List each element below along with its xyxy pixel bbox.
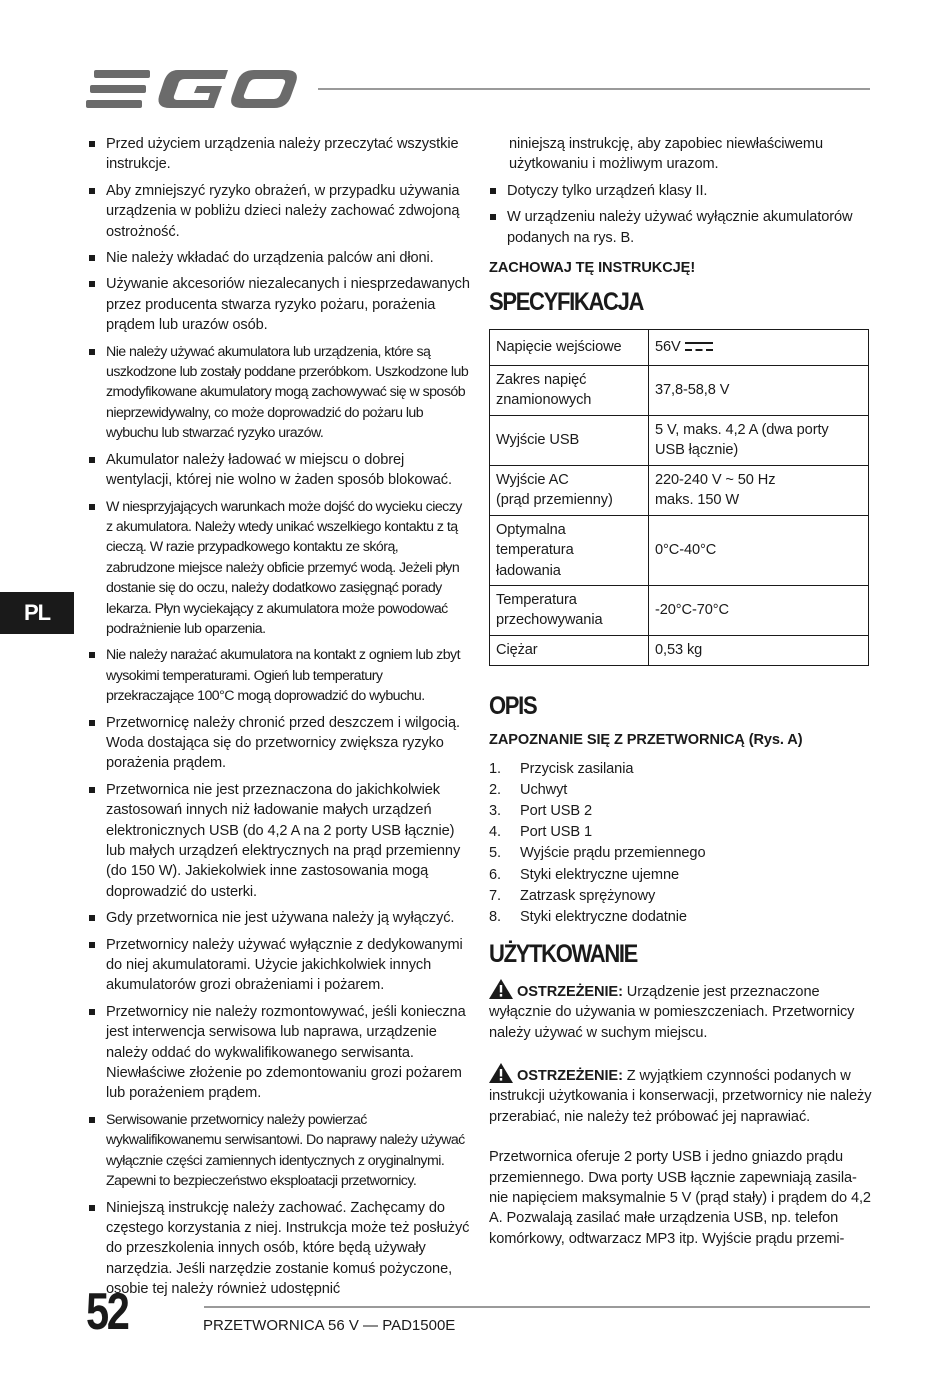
list-item: Używanie akcesoriów niezalecanych i niesprzedawanych przez producenta stwarza ryzyko pożaru, porażenia prądem lub urazów osób. [88, 274, 470, 335]
spec-label: Optymalna temperatura ładowania [490, 515, 649, 585]
safety-list-continued [489, 181, 873, 248]
list-item: Przetwornicę należy chronić przed deszczem i wilgocią. Woda dostająca się do przetwornicy zwiększa ryzyko porażenia prądem. [88, 713, 470, 774]
footer-rule [204, 1306, 870, 1308]
warning-block: OSTRZEŻENIE: Urządzenie jest przeznaczone wyłącznie do używania w pomieszczeniach. Przetwornicy należy używać w suchym miejscu. [489, 979, 873, 1043]
list-item: Przetwornicy nie należy rozmontowywać, jeśli konieczna jest interwencja serwisowa lub naprawa, urządzenie należy oddać do wykwalifikowanego serwisanta. Niewłaściwe złożenie po zdemontowaniu grozi pożarem lub porażeniem prądem. [88, 1002, 470, 1104]
spec-heading: SPECYFIKACJA [489, 288, 644, 317]
spec-value: 56V [649, 329, 869, 365]
warning-icon [489, 979, 513, 999]
table-row [490, 635, 869, 665]
uzytkowanie-heading: UŻYTKOWANIE [489, 940, 638, 969]
list-item: 1. Przycisk zasilania [489, 760, 634, 777]
list-item: Nie należy używać akumulatora lub urządzenia, które są uszkodzone lub zostały poddane przeróbkom. Uszkodzone lub zmodyfikowane akumulatory mogą zachowywać się w sposób nieprzewidywalny, co może doprowadzić do pożaru lub wybuchu lub stwarzać ryzyko urazów. [88, 342, 470, 444]
left-column [88, 134, 470, 1306]
spec-label: Temperatura przechowywania [490, 585, 649, 635]
footer-title: PRZETWORNICA 56 V — PAD1500E [203, 1317, 456, 1334]
list-item-continuation: niniejszą instrukcję, aby zapobiec niewłaściwemu użytkowaniu i możliwym urazom. [509, 136, 823, 173]
ego-logo [86, 66, 300, 112]
language-tab: PL [0, 592, 74, 634]
spec-value: 0°C-40°C [649, 515, 869, 585]
spec-table [489, 329, 869, 666]
spec-label: Wyjście USB [490, 415, 649, 465]
list-item: Przetwornicy należy używać wyłącznie z dedykowanymi do niej akumulatorami. Użycie jakichkolwiek innych akumulatorów grozi obrażeniami i pożarem. [88, 935, 470, 996]
list-item: Niniejszą instrukcję należy zachować. Zachęcamy do częstego korzystania z niej. Instrukcja może też posłużyć do przeszkolenia innych osób, które będą używały narzędzia. Jeśli narzędzie zostanie komuś pożyczone, osobie tej należy również udostępnić [88, 1198, 470, 1300]
spec-label: Zakres napięć znamionowych [490, 365, 649, 415]
opis-heading: OPIS [489, 691, 537, 720]
spec-label: Ciężar [490, 635, 649, 665]
opis-subheading: ZAPOZNANIE SIĘ Z PRZETWORNICĄ (Rys. A) [489, 732, 803, 749]
keep-instruction-note: ZACHOWAJ TĘ INSTRUKCJĘ! [489, 260, 696, 277]
spec-value: 5 V, maks. 4,2 A (dwa porty USB łącznie) [649, 415, 869, 465]
warning-icon [489, 1063, 513, 1083]
spec-value: 220-240 V ~ 50 Hz maks. 150 W [649, 465, 869, 515]
page-number: 52 [86, 1283, 128, 1341]
list-item: 7. Zatrzask sprężynowy [489, 887, 656, 904]
parts-list [489, 759, 873, 929]
safety-list [88, 134, 470, 1300]
table-row [490, 365, 869, 415]
table-row [490, 465, 869, 515]
dc-symbol-icon [685, 341, 713, 353]
list-item: Nie należy narażać akumulatora na kontakt z ogniem lub zbyt wysokimi temperaturami. Ogień lub temperatury przekraczające 100°C mogą doprowadzić do wybuchu. [88, 645, 470, 706]
list-item: Przed użyciem urządzenia należy przeczytać wszystkie instrukcje. [88, 134, 470, 175]
list-item: Gdy przetwornica nie jest używana należy ją wyłączyć. [88, 908, 470, 928]
spec-value: -20°C-70°C [649, 585, 869, 635]
list-item: 8. Styki elektryczne dodatnie [489, 909, 687, 926]
list-item: Serwisowanie przetwornicy należy powierzać wykwalifikowanemu serwisantowi. Do naprawy należy używać wyłącznie części zamiennych identycznych z oryginalnymi. Zapewni to bezpieczeństwo eksploatacji przetwornicy. [88, 1110, 470, 1192]
list-item: Przetwornica nie jest przeznaczona do jakichkolwiek zastosowań innych niż ładowanie małych urządzeń elektronicznych USB (do 4,2 A na 2 porty USB łącznie) lub małych urządzeń elektrycznych na prąd przemienny (do 150 W). Jakiekolwiek inne zastosowania mogą doprowadzić do usterki. [88, 780, 470, 902]
list-item: Dotyczy tylko urządzeń klasy II. [489, 181, 873, 201]
list-item: Aby zmniejszyć ryzyko obrażeń, w przypadku używania urządzenia w pobliżu dzieci należy zachować zdwojoną ostrożność. [88, 181, 470, 242]
header-rule [318, 88, 870, 90]
table-row [490, 585, 869, 635]
right-column [489, 134, 873, 1249]
table-row [490, 515, 869, 585]
spec-value: 0,53 kg [649, 635, 869, 665]
table-row [490, 329, 869, 365]
warning-block: OSTRZEŻENIE: Z wyjątkiem czynności podanych w instrukcji użytkowania i konserwacji, przetwornicy nie należy przerabiać, nie należy też próbować jej naprawiać. [489, 1063, 873, 1127]
table-row [490, 415, 869, 465]
usage-paragraph: Przetwornica oferuje 2 porty USB i jedno gniazdo prądu przemiennego. Dwa porty USB łącznie zapewniają zasila-nie napięciem maksymalnie 5 V (prąd stały) i prądem do 4,2 A. Pozwalają zasilać małe urządzenia USB, np. telefon komórkowy, odtwarzacz MP3 itp. Wyjście prądu przemi- [489, 1149, 871, 1247]
list-item: 6. Styki elektryczne ujemne [489, 866, 680, 883]
spec-label: Napięcie wejściowe [490, 329, 649, 365]
list-item: 3. Port USB 2 [489, 803, 592, 820]
list-item: W niesprzyjających warunkach może dojść do wycieku cieczy z akumulatora. Należy wtedy unikać wszelkiego kontaktu z tą cieczą. W razie przypadkowego kontaktu ze skórą, zabrudzone miejsce należy obficie przemyć wodą. Jeżeli płyn dostanie się do oczu, należy dodatkowo zasięgnąć porady lekarza. Płyn wyciekający z akumulatora może powodować podrażnienie lub oparzenia. [88, 497, 470, 640]
list-item: 5. Wyjście prądu przemiennego [489, 845, 706, 862]
list-item: Akumulator należy ładować w miejscu o dobrej wentylacji, której nie wolno w żaden sposób blokować. [88, 450, 470, 491]
list-item: Nie należy wkładać do urządzenia palców ani dłoni. [88, 248, 470, 268]
spec-value: 37,8-58,8 V [649, 365, 869, 415]
spec-label: Wyjście AC (prąd przemienny) [490, 465, 649, 515]
list-item: 2. Uchwyt [489, 781, 568, 798]
list-item: W urządzeniu należy używać wyłącznie akumulatorów podanych na rys. B. [489, 207, 873, 248]
list-item: 4. Port USB 1 [489, 824, 592, 841]
